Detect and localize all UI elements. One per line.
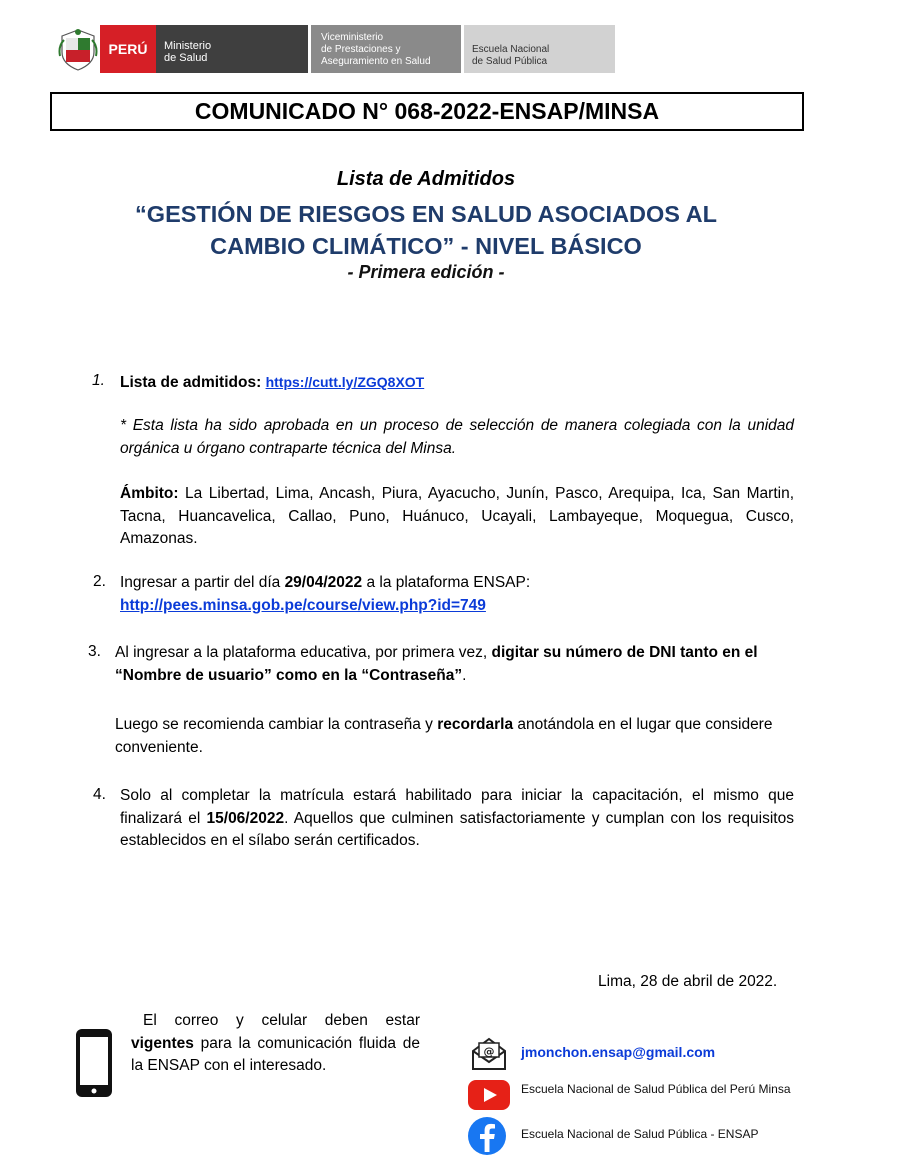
footer-note-b: para la comunicación fluida de la ENSAP con el interesado. — [131, 1034, 420, 1074]
footer-note — [131, 1010, 420, 1078]
escuela-line1: Escuela Nacional — [472, 44, 550, 55]
vice-line1: Viceministerio — [321, 32, 384, 43]
item-4-text — [120, 785, 794, 853]
luego-text-a: Luego se recomienda cambiar la contraseña y — [115, 716, 438, 733]
item-4-text-a: Solo al completar la matrícula estará habilitado para iniciar la capacitación, el mismo que finalizará el — [120, 787, 794, 827]
ministerio-logo — [156, 25, 308, 73]
item-2-text-b: a la plataforma ENSAP: — [362, 574, 531, 591]
luego-bold: recordarla — [437, 716, 514, 733]
peru-label: PERÚ — [108, 41, 148, 57]
item-4-number: 4. — [93, 786, 106, 803]
admitidos-link[interactable]: https://cutt.ly/ZGQ8XOT — [265, 374, 425, 390]
youtube-link[interactable]: Escuela Nacional de Salud Pública del Perú Minsa — [521, 1082, 791, 1096]
item-1-label: Lista de admitidos: — [120, 374, 262, 391]
luego-text-b: anotándola en el lugar que considere conveniente. — [115, 716, 773, 756]
place-date: Lima, 28 de abril de 2022. — [598, 973, 778, 990]
course-title-line1: “GESTIÓN DE RIESGOS EN SALUD ASOCIADOS AL — [135, 201, 717, 227]
item-3-luego — [115, 714, 775, 759]
escuela-logo — [464, 25, 615, 73]
item-1-ambito — [120, 483, 794, 551]
item-2-text — [120, 572, 794, 617]
item-4-date: 15/06/2022 — [206, 809, 285, 827]
course-title — [0, 198, 852, 262]
item-2-date: 29/04/2022 — [284, 574, 363, 591]
facebook-link[interactable]: Escuela Nacional de Salud Pública - ENSAP — [521, 1127, 759, 1141]
item-2-number: 2. — [93, 573, 106, 590]
peru-logo — [100, 25, 156, 73]
youtube-icon — [467, 1079, 511, 1111]
vice-line3: Aseguramiento en Salud — [321, 56, 431, 67]
email-link[interactable]: jmonchon.ensap@gmail.com — [521, 1044, 716, 1060]
item-1-heading — [120, 371, 424, 395]
item-3-bold: digitar su número de DNI tanto en el “Nombre de usuario” como en la “Contraseña” — [115, 644, 758, 684]
course-title-line2: CAMBIO CLIMÁTICO” - NIVEL BÁSICO — [210, 233, 642, 259]
item-2-text-a: Ingresar a partir del día — [120, 574, 285, 591]
ministerio-line2: de Salud — [164, 52, 208, 64]
item-3-number: 3. — [88, 643, 101, 660]
escuela-line2: de Salud Pública — [472, 56, 548, 67]
edition-subtitle: - Primera edición - — [347, 262, 505, 282]
item-4-text-b: . Aquellos que culminen satisfactoriamente y cumplan con los requisitos establecidos en el sílabo serán certificados. — [120, 809, 794, 849]
platform-link[interactable]: http://pees.minsa.gob.pe/course/view.php?id=749 — [120, 596, 486, 614]
item-3-text — [115, 642, 795, 687]
ministerio-line1: Ministerio — [164, 40, 212, 52]
footer-note-bold: vigentes — [131, 1034, 194, 1052]
item-1-note: * Esta lista ha sido aprobada en un proceso de selección de manera colegiada con la unidad orgánica u órgano contraparte técnica del Minsa. — [120, 417, 794, 457]
ambito-text: La Libertad, Lima, Ancash, Piura, Ayacucho, Junín, Pasco, Arequipa, Ica, San Martin, Tacna, Huancavelica, Callao, Puno, Huánuco, Ucayali, Lambayeque, Moquegua, Cusco, Amazonas. — [120, 485, 794, 547]
item-1-number: 1. — [92, 372, 105, 389]
ambito-label: Ámbito: — [120, 485, 179, 502]
viceministerio-logo — [311, 25, 461, 73]
comunicado-title: COMUNICADO N° 068-2022-ENSAP/MINSA — [50, 92, 804, 131]
mobile-phone-icon — [74, 1027, 114, 1099]
footer-note-a: El correo y celular deben estar — [143, 1012, 420, 1029]
item-3-text-a: Al ingresar a la plataforma educativa, por primera vez, — [115, 644, 492, 661]
facebook-icon — [467, 1116, 507, 1156]
vice-line2: de Prestaciones y — [321, 44, 401, 55]
peru-coat-of-arms-logo — [58, 26, 98, 72]
lista-title: Lista de Admitidos — [336, 168, 516, 190]
email-icon — [469, 1035, 509, 1069]
item-3-text-b: . — [462, 666, 467, 684]
svg-text:@: @ — [483, 1045, 495, 1058]
